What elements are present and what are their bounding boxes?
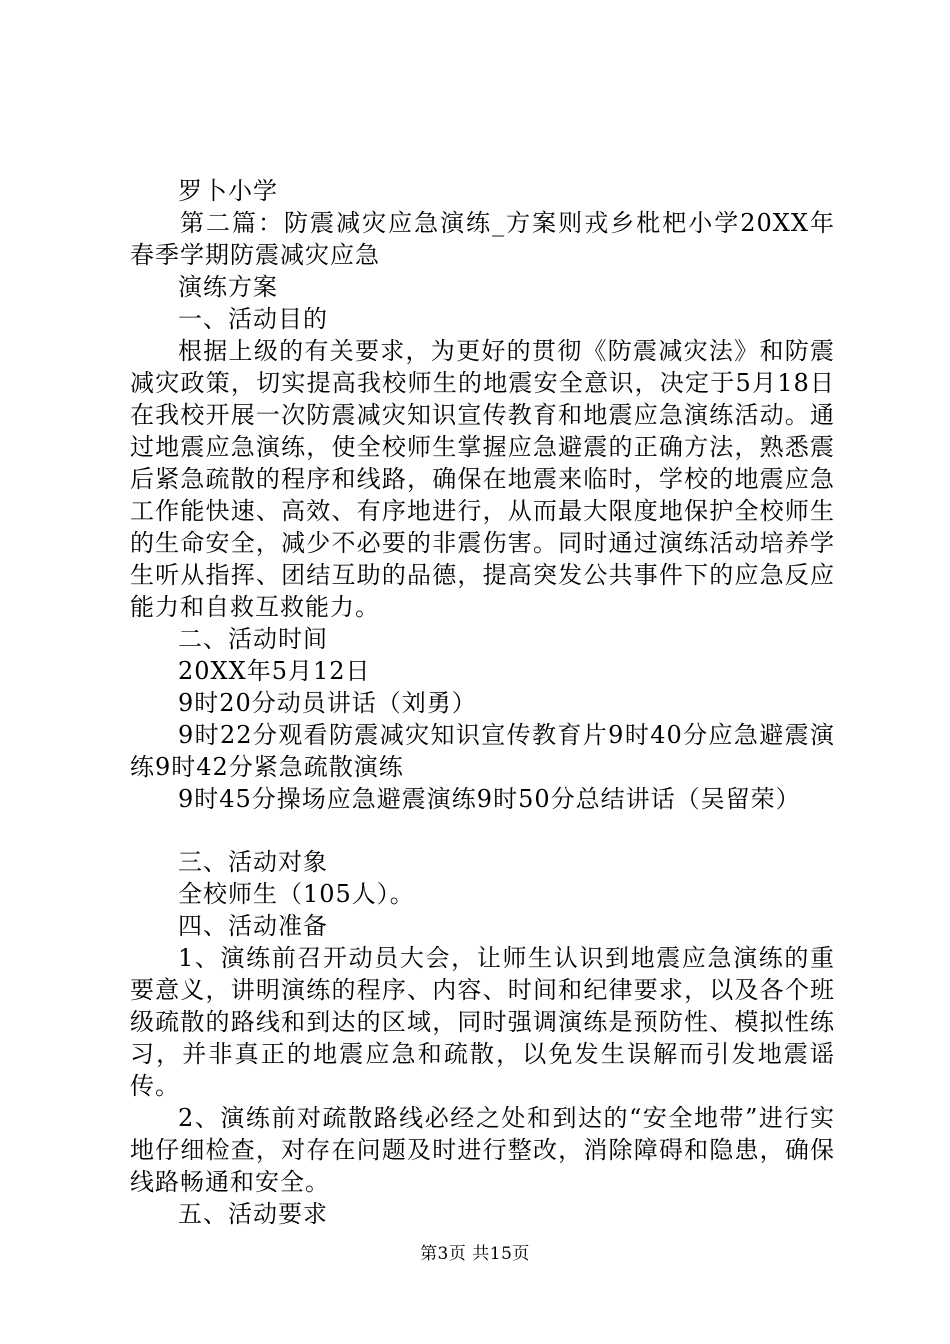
- page-footer: [0, 1242, 950, 1266]
- heading-participants: 三、活动对象: [178, 848, 328, 876]
- participants-text: 全校师生（105人）。: [178, 880, 415, 908]
- school-name: 罗卜小学: [178, 177, 278, 205]
- heading-preparation: 四、活动准备: [178, 912, 328, 940]
- heading-requirements: 五、活动要求: [178, 1200, 328, 1228]
- document-body: [130, 175, 835, 1230]
- activity-date: 20XX年5月12日: [178, 657, 371, 685]
- heading-purpose: 一、活动目的: [178, 305, 328, 333]
- paragraph-spacer: [130, 815, 835, 846]
- heading-time: 二、活动时间: [178, 625, 328, 653]
- schedule-item: 9时45分操场应急避震演练9时50分总结讲话（吴留荣）: [178, 785, 801, 813]
- page-number-label: 第3页 共15页: [420, 1244, 530, 1264]
- subtitle: 演练方案: [178, 273, 278, 301]
- section-title: 第二篇：防震减灾应急演练_方案则戎乡枇杷小学20XX年春季学期防震减灾应急: [130, 209, 835, 269]
- schedule-item: 9时20分动员讲话（刘勇）: [178, 689, 477, 717]
- preparation-item: 1、演练前召开动员大会，让师生认识到地震应急演练的重要意义，讲明演练的程序、内容、时间和纪律要求，以及各个班级疏散的路线和到达的区域，同时强调演练是预防性、模拟性练习，并非真正的地震应急和疏散，以免发生误解而引发地震谣传。: [130, 944, 835, 1100]
- schedule-item: 9时22分观看防震减灾知识宣传教育片9时40分应急避震演练9时42分紧急疏散演练: [130, 721, 835, 781]
- preparation-item: 2、演练前对疏散路线必经之处和到达的“安全地带”进行实地仔细检查，对存在问题及时进行整改，消除障碍和隐患，确保线路畅通和安全。: [130, 1104, 835, 1196]
- purpose-paragraph: 根据上级的有关要求，为更好的贯彻《防震减灾法》和防震减灾政策，切实提高我校师生的地震安全意识，决定于5月18日在我校开展一次防震减灾知识宣传教育和地震应急演练活动。通过地震应急演练，使全校师生掌握应急避震的正确方法，熟悉震后紧急疏散的程序和线路，确保在地震来临时，学校的地震应急工作能快速、高效、有序地进行，从而最大限度地保护全校师生的生命安全，减少不必要的非震伤害。同时通过演练活动培养学生听从指挥、团结互助的品德，提高突发公共事件下的应急反应能力和自救互救能力。: [130, 337, 835, 621]
